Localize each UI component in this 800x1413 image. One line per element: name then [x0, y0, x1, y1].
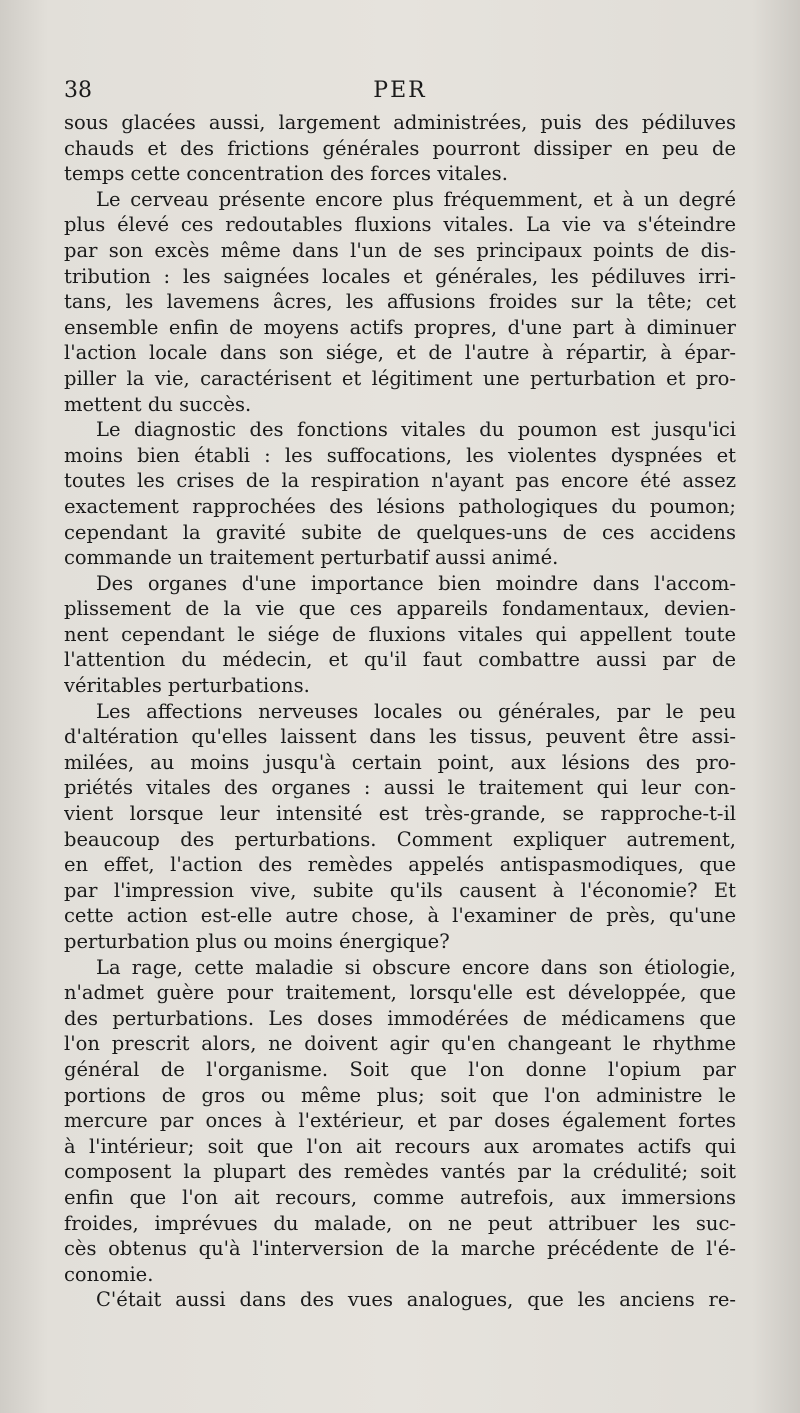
text-line: moins bien établi : les suffocations, les violentes dyspnées et: [64, 443, 736, 467]
text-line: mettent du succès.: [64, 392, 252, 416]
text-line: exactement rapprochées des lésions pathologiques du poumon;: [64, 494, 736, 518]
text-line: chauds et des frictions générales pourront dissiper en peu de: [64, 136, 736, 160]
text-line: toutes les crises de la respiration n'ayant pas encore été assez: [64, 469, 736, 493]
text-line: perturbation plus ou moins énergique?: [64, 930, 450, 953]
page-number: 38: [64, 78, 92, 103]
text-line: sous glacées aussi, largement administrées, puis des pédiluves: [64, 111, 736, 134]
text-line: Le cerveau présente encore plus fréquemment, et à un degré: [96, 187, 736, 211]
text-line: à l'intérieur; soit que l'on ait recours aux aromates actifs qui: [64, 1134, 736, 1158]
text-line: cès obtenus qu'à l'interversion de la marche précédente de l'é-: [64, 1237, 736, 1261]
text-line: général de l'organisme. Soit que l'on donne l'opium par: [64, 1057, 736, 1081]
text-line: priétés vitales des organes : aussi le traitement qui leur con-: [64, 776, 736, 800]
page-header: [64, 78, 736, 108]
text-line: nent cependant le siége de fluxions vitales qui appellent toute: [64, 622, 736, 646]
text-line: l'on prescrit alors, ne doivent agir qu'en changeant le rhythme: [64, 1032, 736, 1056]
text-line: des perturbations. Les doses immodérées de médicamens que: [64, 1006, 736, 1030]
text-line: milées, au moins jusqu'à certain point, aux lésions des pro-: [64, 750, 736, 774]
text-line: par son excès même dans l'un de ses principaux points de dis-: [64, 238, 736, 262]
text-line: mercure par onces à l'extérieur, et par doses également fortes: [64, 1109, 736, 1133]
text-line: l'attention du médecin, et qu'il faut combattre aussi par de: [64, 648, 736, 672]
text-line: vient lorsque leur intensité est très-grande, se rapproche-t-il: [64, 802, 736, 826]
text-line: plissement de la vie que ces appareils fondamentaux, devien-: [64, 597, 736, 621]
text-line: n'admet guère pour traitement, lorsqu'elle est développée, que: [64, 981, 736, 1005]
text-line: piller la vie, caractérisent et légitiment une perturbation et pro-: [64, 366, 736, 390]
text-line: enfin que l'on ait recours, comme autrefois, aux immersions: [64, 1185, 736, 1209]
text-line: beaucoup des perturbations. Comment expliquer autrement,: [64, 827, 736, 851]
text-line: cependant la gravité subite de quelques-uns de ces accidens: [64, 520, 736, 544]
text-line: Les affections nerveuses locales ou générales, par le peu: [96, 699, 736, 723]
text-line: C'était aussi dans des vues analogues, que les anciens re-: [96, 1288, 736, 1312]
text-line: conomie.: [64, 1262, 154, 1286]
text-line: composent la plupart des remèdes vantés par la crédulité; soit: [64, 1160, 736, 1184]
text-line: portions de gros ou même plus; soit que l'on administre le: [64, 1083, 736, 1107]
text-line: Des organes d'une importance bien moindre dans l'accom-: [96, 571, 736, 595]
text-line: ensemble enfin de moyens actifs propres, d'une part à diminuer: [64, 315, 736, 339]
text-line: véritables perturbations.: [64, 674, 310, 698]
text-line: Le diagnostic des fonctions vitales du poumon est jusqu'ici: [96, 418, 736, 442]
text-line: en effet, l'action des remèdes appelés antispasmodiques, que: [64, 853, 736, 877]
text-line: tans, les lavemens âcres, les affusions froides sur la tête; cet: [64, 290, 736, 314]
text-line: La rage, cette maladie si obscure encore dans son étiologie,: [96, 955, 736, 979]
text-line: froides, imprévues du malade, on ne peut attribuer les suc-: [64, 1211, 736, 1235]
text-line: cette action est-elle autre chose, à l'examiner de près, qu'une: [64, 904, 736, 928]
text-line: tribution : les saignées locales et générales, les pédiluves irri-: [64, 264, 736, 288]
text-line: temps cette concentration des forces vitales.: [64, 162, 508, 186]
body-text: [64, 110, 736, 1313]
text-line: l'action locale dans son siége, et de l'autre à répartir, à épar-: [64, 341, 736, 365]
running-head: PER: [373, 78, 427, 103]
text-line: plus élevé ces redoutables fluxions vitales. La vie va s'éteindre: [64, 213, 736, 237]
text-line: d'altération qu'elles laissent dans les tissus, peuvent être assi-: [64, 725, 736, 749]
text-line: par l'impression vive, subite qu'ils causent à l'économie? Et: [64, 878, 736, 902]
text-line: commande un traitement perturbatif aussi animé.: [64, 546, 559, 570]
